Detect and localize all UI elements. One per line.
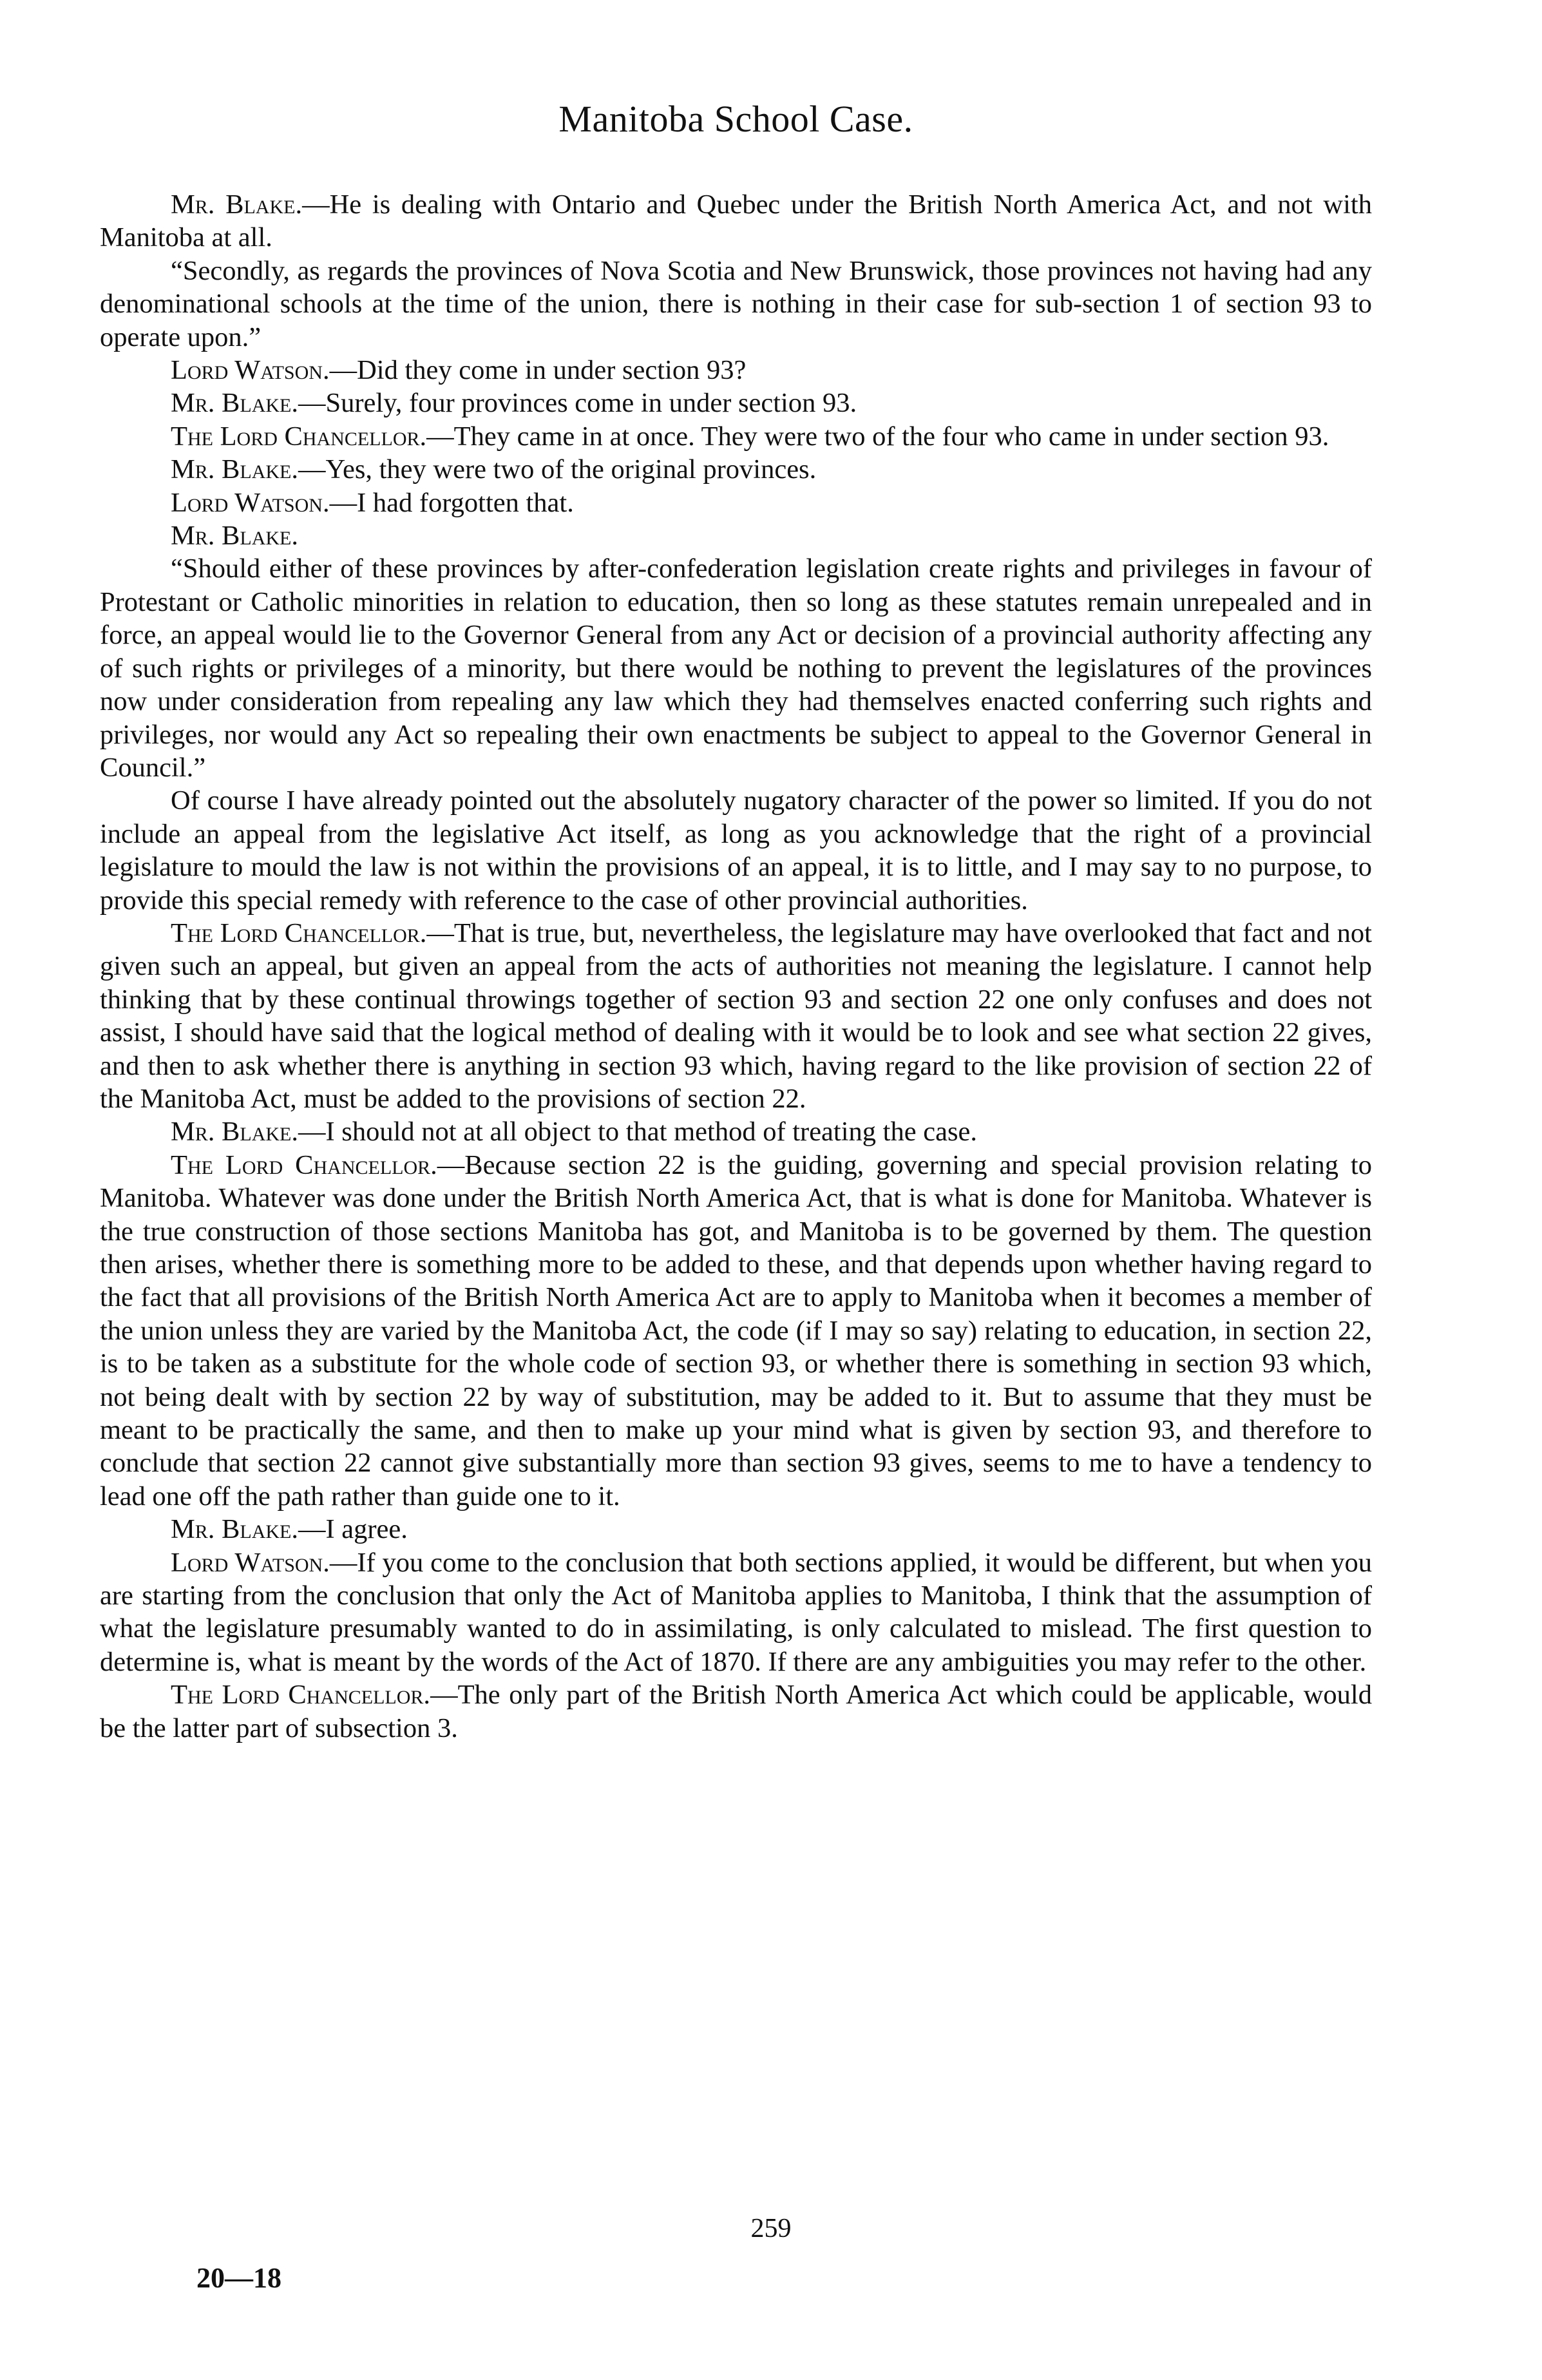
paragraph [100,1149,1372,1513]
paragraph-text: “Should either of these provinces by after-confederation legislation create rights and privileges in favour of Protestant or Catholic minorities in relation to education, then so long as these statutes remain unrepealed and in force, an appeal would lie to the Governor General from any Act or decision of a provincial authority affecting any of such rights or privileges of a minority, but there would be nothing to prevent the legislatures of the provinces now under consideration from repealing any law which they had themselves enacted conferring such rights and privileges, nor would any Act so repealing their own enactments be subject to appeal to the Governor General in Council.” [100,553,1372,783]
paragraph [100,1115,1372,1148]
paragraph [100,354,1372,387]
paragraph-text: —I agree. [298,1514,408,1545]
speaker: The Lord Chancellor. [171,1149,437,1180]
paragraph-text: —If you come to the conclusion that both sections applied, it would be different, but when you are starting from the conclusion that only the Act of Manitoba applies to Manitoba, I think that the assumption of what the legislature presumably wanted to do in assimilating, is only calculated to mislead. The first question to determine is, what is meant by the words of the Act of 1870. If there are any ambiguities you may refer to the other. [100,1547,1372,1677]
speaker: Mr. Blake. [171,454,299,485]
paragraph-text: —I should not at all object to that method of treating the case. [298,1117,977,1147]
paragraph [100,1678,1372,1745]
paragraph [100,387,1372,419]
speaker: Mr. Blake. [171,388,299,419]
paragraph [100,519,1372,552]
paragraph-text: —Yes, they were two of the original provinces. [298,454,817,485]
speaker: The Lord Chancellor. [171,917,427,948]
paragraph [100,1546,1372,1679]
speaker: Mr. Blake. [171,1514,299,1545]
speaker: Mr. Blake. [171,1117,299,1147]
paragraph [100,254,1372,354]
paragraph-text: —Surely, four provinces come in under section 93. [298,388,857,419]
paragraph [100,917,1372,1115]
speaker: Lord Watson. [171,1547,330,1578]
paragraph [100,552,1372,784]
paragraph-text: —They came in at once. They were two of the four who came in under section 93. [426,421,1329,452]
speaker: Mr. Blake. [171,189,303,220]
body-text [100,188,1372,1745]
speaker: Mr. Blake. [171,521,299,552]
paragraph-text: —The only part of the British North America Act which could be applicable, would be the latter part of subsection 3. [100,1680,1372,1743]
paragraph [100,486,1372,519]
speaker: Lord Watson. [171,487,330,518]
signature-mark: 20—18 [196,2262,281,2294]
paragraph [100,453,1372,486]
paragraph [100,188,1372,254]
paragraph-text: —He is dealing with Ontario and Quebec under the British North America Act, and not with Manitoba at all. [100,189,1372,253]
paragraph-text: —Did they come in under section 93? [329,355,747,386]
paragraph [100,1513,1372,1546]
speaker: The Lord Chancellor. [171,1680,431,1711]
running-head: Manitoba School Case. [558,98,913,140]
page-number: 259 [750,2214,792,2243]
paragraph-text: Of course I have already pointed out the absolutely nugatory character of the power so limited. If you do not include an appeal from the legislative Act itself, as long as you acknowledge that the right of a provincial legislature to mould the law is not within the provisions of an appeal, it is to little, and I may say to no purpose, to provide this special remedy with reference to the case of other provincial authorities. [100,785,1372,916]
paragraph-text: “Secondly, as regards the provinces of Nova Scotia and New Brunswick, those provinces not having had any denominational schools at the time of the union, there is nothing in their case for sub-section 1 of section 93 to operate upon.” [100,255,1372,352]
document-page [100,97,1372,1745]
paragraph-text: —I had forgotten that. [329,487,574,518]
paragraph [100,420,1372,453]
speaker: The Lord Chancellor. [171,421,427,452]
paragraph-text: —Because section 22 is the guiding, governing and special provision relating to Manitoba. Whatever was done under the British North America Act, that is what is done for Manitoba. Whatever is the true construction of those sections Manitoba has got, and Manitoba is to be governed by them. The question then arises, whether there is something more to be added to these, and that depends upon whether having regard to the fact that all provisions of the British North America Act are to apply to Manitoba when it becomes a member of the union unless they are varied by the Manitoba Act, the code (if I may so say) relating to education, in section 22, is to be taken as a substitute for the whole code of section 93, or whether there is something in section 93 which, not being dealt with by section 22 by way of substitution, may be added to it. But to assume that they must be meant to be practically the same, and then to make up your mind what is given by section 93, and therefore to conclude that section 22 cannot give substantially more than section 93 gives, seems to me to have a tendency to lead one off the path rather than guide one to it. [100,1149,1372,1511]
paragraph [100,784,1372,917]
speaker: Lord Watson. [171,355,330,386]
paragraph-text: —That is true, but, nevertheless, the legislature may have overlooked that fact and not given such an appeal, but given an appeal from the acts of authorities not meaning the legislature. I cannot help thinking that by these continual throwings together of section 93 and section 22 one only confuses and does not assist, I should have said that the logical method of dealing with it would be to look and see what section 22 gives, and then to ask whether there is anything in section 93 which, having regard to the like provision of section 22 of the Manitoba Act, must be added to the provisions of section 22. [100,917,1372,1114]
